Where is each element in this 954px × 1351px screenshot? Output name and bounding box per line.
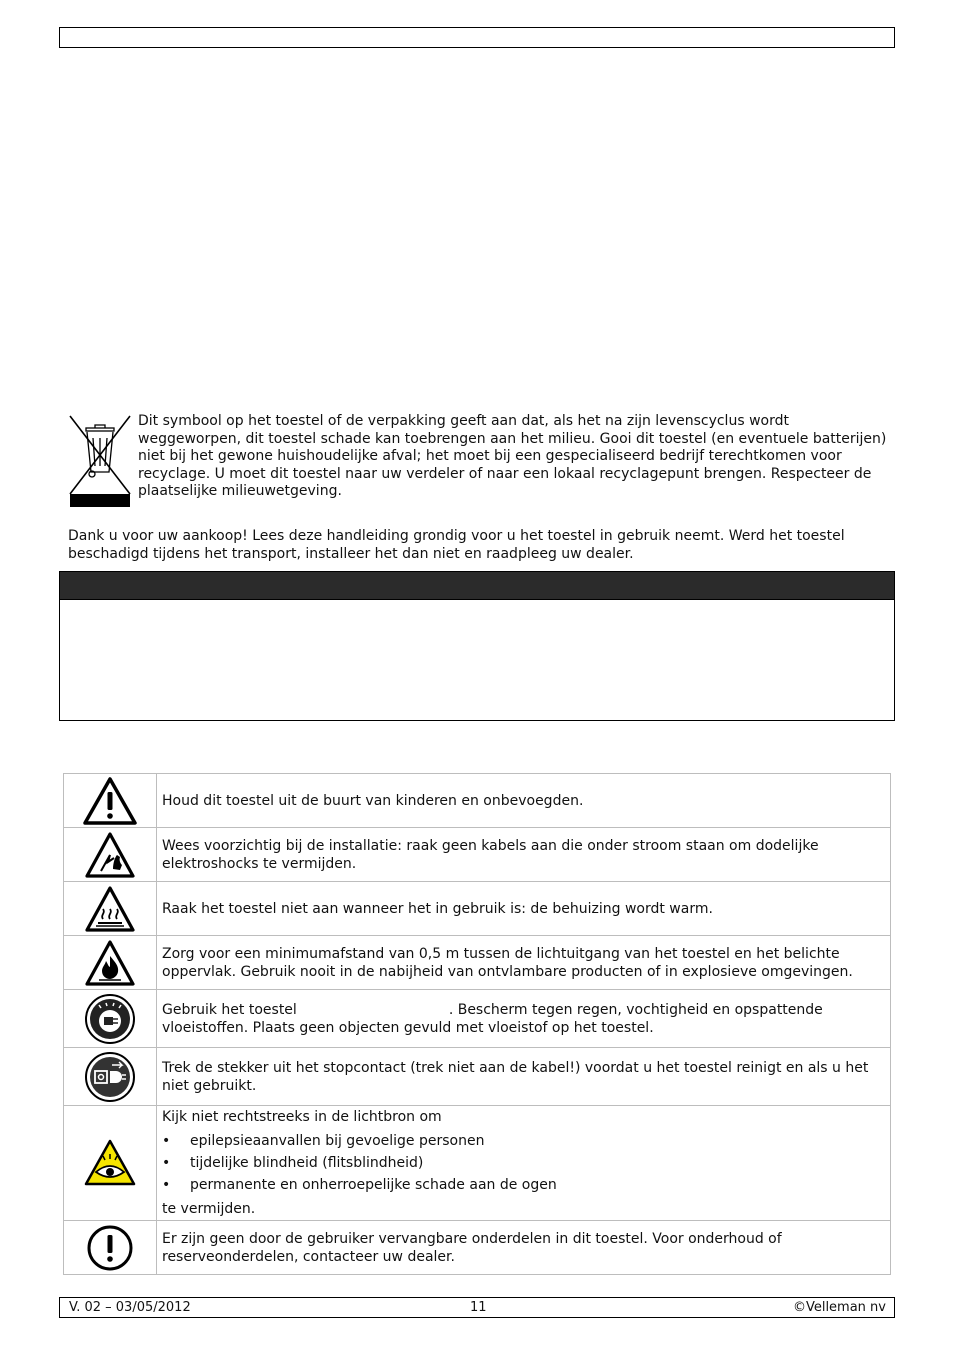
hot-surface-icon: [84, 885, 136, 933]
no-water-plug-icon: [84, 993, 136, 1045]
eye-warning-icon: [83, 1138, 137, 1188]
footer-copyright: ©Velleman nv: [792, 1300, 886, 1315]
eye-warning-list: [162, 1130, 884, 1196]
safety-text: Er zijn geen door de gebruiker vervangbare onderdelen in dit toestel. Voor onderhoud of reserveonderdelen, contacteer uw dealer.: [157, 1221, 891, 1275]
exclamation-circle-icon: [84, 1224, 136, 1272]
footer-page-number: 11: [470, 1300, 487, 1315]
page-footer: [59, 1297, 895, 1318]
table-row: [64, 936, 891, 990]
list-item: • permanente en onherroepelijke schade aan de ogen: [162, 1174, 884, 1196]
table-row: [64, 774, 891, 828]
section-content-box: [59, 600, 895, 721]
table-row: [64, 882, 891, 936]
safety-text-part: Gebruik het toestel: [162, 1001, 297, 1018]
weee-notice-text: Dit symbool op het toestel of de verpakking geeft aan dat, als het na zijn levenscyclus wordt weggeworpen, dit toestel schade kan toebrengen aan het milieu. Gooi dit toestel (en eventuele batterijen) niet bij het gewone huishoudelijke afval; het moet bij een gespecialiseerd bedrijf terechtkomen voor recyclage. U moet dit toestel naar uw verdeler of naar een lokaal recyclagepunt brengen. Respecteer de plaatselijke milieuwetgeving.: [138, 413, 887, 499]
footer-version: V. 02 – 03/05/2012: [69, 1300, 191, 1315]
safety-instructions-table: [63, 773, 891, 1275]
flammable-icon: [84, 939, 136, 987]
electric-shock-icon: [84, 831, 136, 879]
thanks-paragraph: Dank u voor uw aankoop! Lees deze handleiding grondig voor u het toestel in gebruik neemt. Werd het toestel beschadigd tijdens het transport, installeer het dan niet en raadpleeg uw dealer.: [68, 528, 845, 562]
section-header-bar: [59, 571, 895, 600]
list-item: • epilepsieaanvallen bij gevoelige personen: [162, 1130, 884, 1152]
safety-text: Zorg voor een minimumafstand van 0,5 m tussen de lichtuitgang van het toestel en het belichte oppervlak. Gebruik nooit in de nabijheid van ontvlambare producten of in explosieve omgevingen.: [157, 936, 891, 990]
weee-crossed-bin-icon: [68, 414, 132, 509]
table-row: [64, 1221, 891, 1275]
list-item: • tijdelijke blindheid (flitsblindheid): [162, 1152, 884, 1174]
safety-text: Wees voorzichtig bij de installatie: raak geen kabels aan die onder stroom staan om dodelijke elektroshocks te vermijden.: [157, 828, 891, 882]
eye-warning-intro: Kijk niet rechtstreeks in de lichtbron om: [162, 1109, 442, 1125]
table-row: [64, 1106, 891, 1221]
unplug-icon: [84, 1051, 136, 1103]
warning-triangle-icon: [82, 776, 138, 826]
safety-text: [157, 1106, 891, 1221]
header-box: [59, 27, 895, 48]
table-row: [64, 990, 891, 1048]
table-row: [64, 828, 891, 882]
safety-text: Raak het toestel niet aan wanneer het in gebruik is: de behuizing wordt warm.: [157, 882, 891, 936]
safety-text: Trek de stekker uit het stopcontact (trek niet aan de kabel!) voordat u het toestel reinigt en als u het niet gebruikt.: [157, 1048, 891, 1106]
safety-text: [157, 990, 891, 1048]
table-row: [64, 1048, 891, 1106]
safety-text: Houd dit toestel uit de buurt van kinderen en onbevoegden.: [157, 774, 891, 828]
safety-text-part: . Bescherm tegen regen, vochtigheid en opspattende vloeistoffen. Plaats geen objecten gevuld met vloeistof op het toestel.: [162, 1001, 823, 1036]
eye-warning-outro: te vermijden.: [162, 1201, 256, 1217]
